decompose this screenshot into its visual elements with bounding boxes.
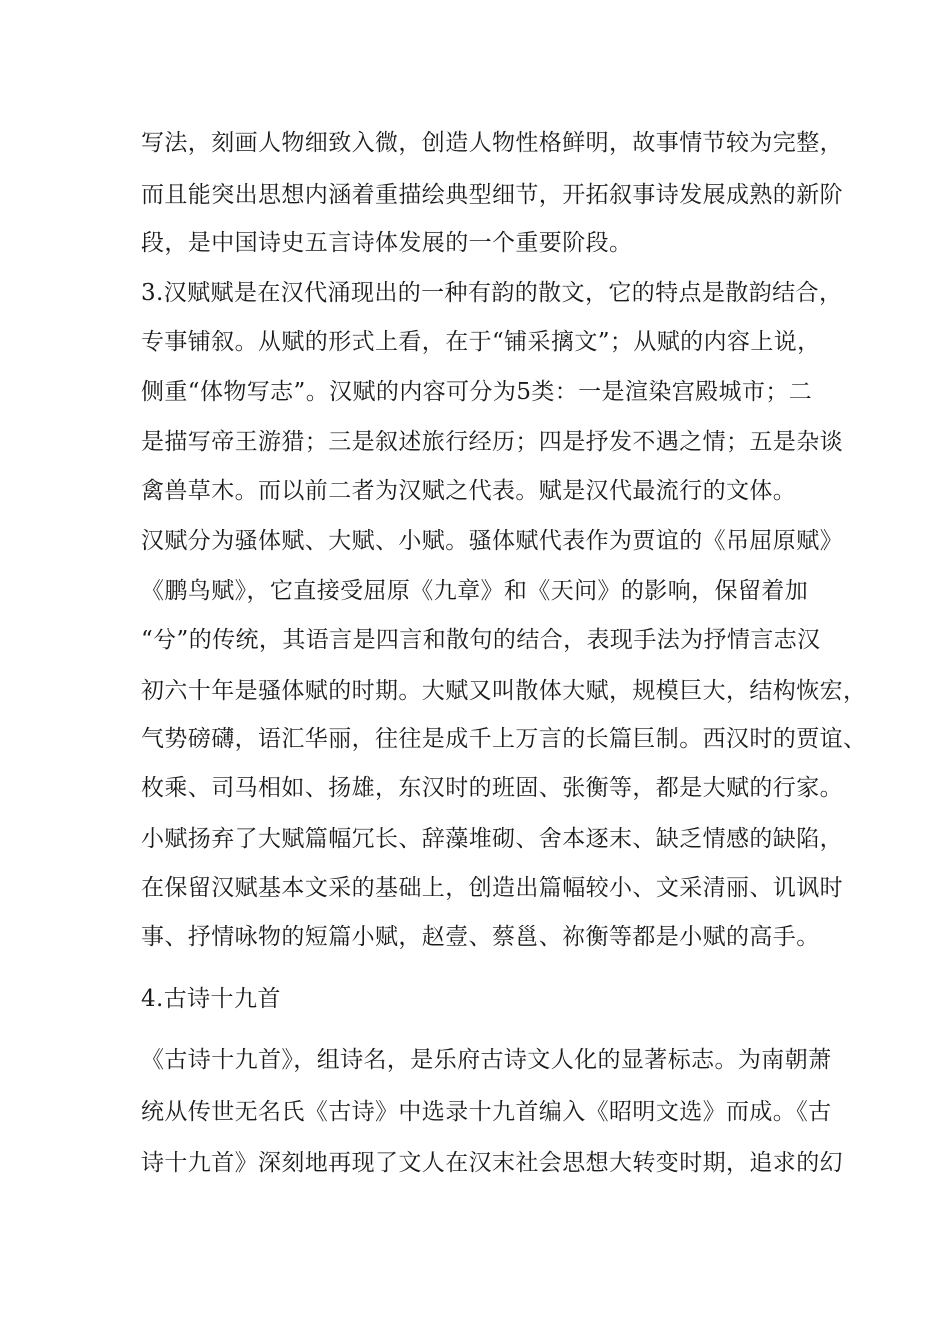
paragraph-3-line-8: 在保留汉赋基本文采的基础上，创造出篇幅较小、文采清丽、讥讽时 [141, 875, 843, 901]
paragraph-3-line-2: 《鹏鸟赋》，它直接受屈原《九章》和《天问》的影响，保留着加 [141, 578, 809, 604]
paragraph-3-line-7: 小赋扬弃了大赋篇幅冗长、辞藻堆砌、舍本逐末、缺乏情感的缺陷， [141, 826, 843, 852]
paragraph-3-line-4: 初六十年是骚体赋的时期。大赋又叫散体大赋，规模巨大，结构恢宏， [141, 678, 867, 704]
paragraph-3-line-5: 气势磅礴，语汇华丽，往往是成千上万言的长篇巨制。西汉时的贾谊、 [141, 726, 867, 752]
paragraph-1-line-3: 段，是中国诗史五言诗体发展的一个重要阶段。 [141, 230, 633, 256]
paragraph-3-line-6: 枚乘、司马相如、扬雄，东汉时的班固、张衡等，都是大赋的行家。 [141, 775, 843, 801]
section-heading-4: 4.古诗十九首 [141, 986, 281, 1012]
paragraph-2-line-1: 3.汉赋赋是在汉代涌现出的一种有韵的散文，它的特点是散韵结合， [141, 280, 843, 306]
paragraph-1-line-1: 写法，刻画人物细致入微，创造人物性格鲜明，故事情节较为完整， [141, 130, 843, 156]
paragraph-4-line-1: 《古诗十九首》，组诗名，是乐府古诗文人化的显著标志。为南朝萧 [141, 1047, 832, 1073]
paragraph-4-line-3: 诗十九首》深刻地再现了文人在汉末社会思想大转变时期，追求的幻 [141, 1150, 843, 1176]
paragraph-4-line-2: 统从传世无名氏《古诗》中选录十九首编入《昭明文选》而成。《古 [141, 1099, 832, 1125]
paragraph-1-line-2: 而且能突出思想内涵着重描绘典型细节，开拓叙事诗发展成熟的新阶 [141, 182, 843, 208]
paragraph-2-line-2: 专事铺叙。从赋的形式上看，在于“铺采摛文”；从赋的内容上说， [141, 329, 821, 355]
paragraph-2-line-3: 侧重“体物写志”。汉赋的内容可分为5类：一是渲染宫殿城市；二 [141, 379, 813, 405]
paragraph-3-line-1: 汉赋分为骚体赋、大赋、小赋。骚体赋代表作为贾谊的《吊屈原赋》 [141, 528, 843, 554]
paragraph-2-line-4: 是描写帝王游猎；三是叙述旅行经历；四是抒发不遇之情；五是杂谈 [141, 429, 843, 455]
paragraph-3-line-9: 事、抒情咏物的短篇小赋，赵壹、蔡邕、祢衡等都是小赋的高手。 [141, 924, 820, 950]
paragraph-3-line-3: “兮”的传统，其语言是四言和散句的结合，表现手法为抒情言志汉 [141, 627, 821, 653]
paragraph-2-line-5: 禽兽草木。而以前二者为汉赋之代表。赋是汉代最流行的文体。 [141, 478, 797, 504]
